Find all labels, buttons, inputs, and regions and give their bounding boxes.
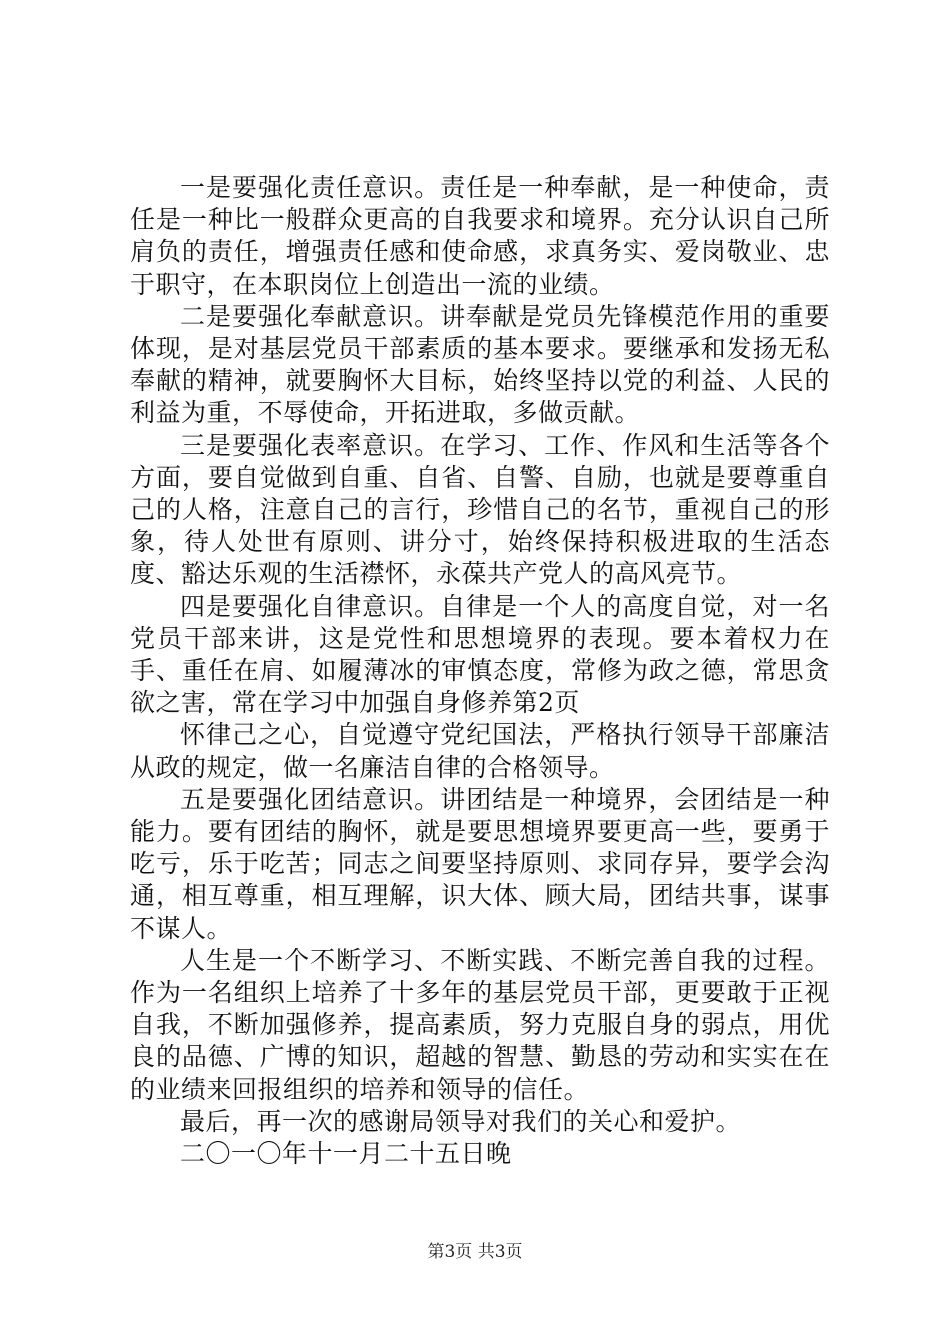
- page-footer: 第3页 共3页: [427, 1242, 523, 1262]
- paragraph-self-discipline: 四是要强化自律意识。自律是一个人的高度自觉，对一名党员干部来讲，这是党性和思想境界的表现。要本着权力在手、重任在肩、如履薄冰的审慎态度，常修为政之德，常思贪欲之害，常在学习中加强自身修养第2页: [130, 591, 830, 718]
- document-body: [130, 172, 830, 1170]
- paragraph-self-discipline-continued: 怀律己之心，自觉遵守党纪国法，严格执行领导干部廉洁从政的规定，做一名廉洁自律的合格领导。: [130, 720, 830, 782]
- paragraph-responsibility: 一是要强化责任意识。责任是一种奉献，是一种使命，责任是一种比一般群众更高的自我要求和境界。充分认识自己所肩负的责任，增强责任感和使命感，求真务实、爱岗敬业、忠于职守，在本职岗位上创造出一流的业绩。: [130, 173, 830, 299]
- paragraph-life: 人生是一个不断学习、不断实践、不断完善自我的过程。作为一名组织上培养了十多年的基层党员干部，更要敢于正视自我，不断加强修养，提高素质，努力克服自身的弱点，用优良的品德、广博的知识，超越的智慧、勤恳的劳动和实实在在的业绩来回报组织的培养和领导的信任。: [130, 945, 830, 1104]
- paragraph-thanks: 最后，再一次的感谢局领导对我们的关心和爱护。: [180, 1106, 742, 1136]
- paragraph-unity: 五是要强化团结意识。讲团结是一种境界，会团结是一种能力。要有团结的胸怀，就是要思想境界要更高一些，要勇于吃亏，乐于吃苦；同志之间要坚持原则、求同存异，要学会沟通，相互尊重，相互理解，识大体、顾大局，团结共事，谋事不谋人。: [130, 784, 830, 943]
- paragraph-date: 二〇一〇年十一月二十五日晚: [180, 1139, 512, 1169]
- paragraph-dedication: 二是要强化奉献意识。讲奉献是党员先锋模范作用的重要体现，是对基层党员干部素质的基本要求。要继承和发扬无私奉献的精神，就要胸怀大目标，始终坚持以党的利益、人民的利益为重，不辱使命，开拓进取，多做贡献。: [130, 301, 830, 428]
- paragraph-example: 三是要强化表率意识。在学习、工作、作风和生活等各个方面，要自觉做到自重、自省、自警、自励，也就是要尊重自己的人格，注意自己的言行，珍惜自己的名节，重视自己的形象，待人处世有原则、讲分寸，始终保持积极进取的生活态度、豁达乐观的生活襟怀，永葆共产党人的高风亮节。: [130, 430, 830, 589]
